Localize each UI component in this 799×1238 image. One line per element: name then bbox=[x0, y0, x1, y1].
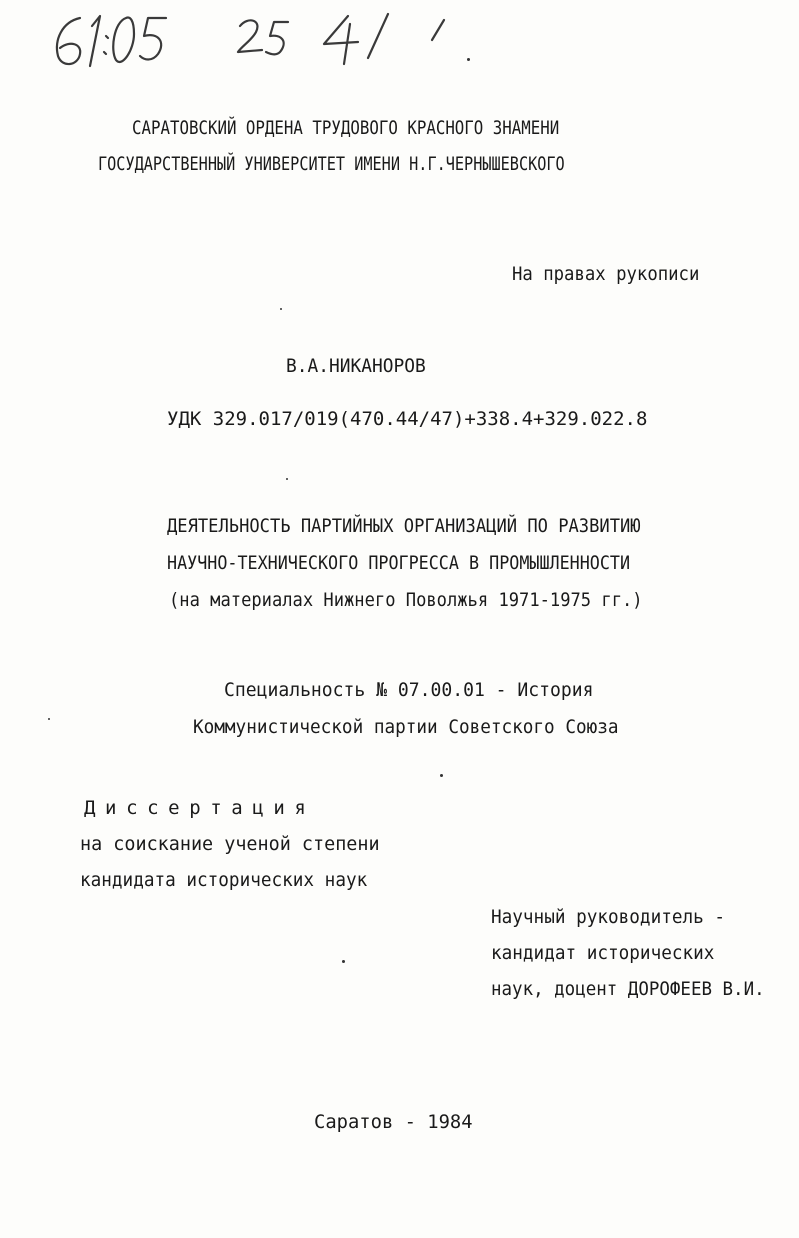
title-line-1: ДЕЯТЕЛЬНОСТЬ ПАРТИЙНЫХ ОРГАНИЗАЦИЙ ПО РАЗВИТИЮ bbox=[167, 515, 641, 537]
place-and-year: Саратов - 1984 bbox=[314, 1111, 473, 1133]
paper-speck bbox=[48, 718, 50, 720]
specialty-line-2: Коммунистической партии Советского Союза bbox=[193, 716, 619, 738]
institution-line-1: САРАТОВСКИЙ ОРДЕНА ТРУДОВОГО КРАСНОГО ЗНАМЕНИ bbox=[132, 117, 560, 139]
supervisor-line-1: Научный руководитель - bbox=[491, 906, 726, 928]
degree-line-3: кандидата исторических наук bbox=[80, 869, 368, 891]
degree-heading: Диссертация bbox=[84, 797, 316, 819]
paper-speck bbox=[342, 960, 345, 963]
paper-speck bbox=[440, 774, 443, 777]
paper-speck bbox=[467, 58, 470, 61]
specialty-line-1: Специальность № 07.00.01 - История bbox=[224, 679, 594, 701]
supervisor-line-2: кандидат исторических bbox=[491, 942, 715, 964]
title-line-2: НАУЧНО-ТЕХНИЧЕСКОГО ПРОГРЕССА В ПРОМЫШЛЕННОСТИ bbox=[167, 552, 631, 574]
handwritten-archive-mark bbox=[48, 10, 468, 72]
institution-line-2: ГОСУДАРСТВЕННЫЙ УНИВЕРСИТЕТ ИМЕНИ Н.Г.ЧЕРНЫШЕВСКОГО bbox=[98, 153, 565, 175]
udc-code: УДК 329.017/019(470.44/47)+338.4+329.022.8 bbox=[167, 408, 648, 430]
paper-speck bbox=[286, 478, 288, 480]
supervisor-line-3: наук, доцент ДОРОФЕЕВ В.И. bbox=[491, 978, 765, 1000]
degree-line-2: на соискание ученой степени bbox=[80, 833, 380, 855]
title-line-3: (на материалах Нижнего Поволжья 1971-1975 гг.) bbox=[169, 589, 643, 611]
paper-speck bbox=[280, 308, 282, 310]
manuscript-note: На правах рукописи bbox=[512, 263, 700, 285]
author-name: В.А.НИКАНОРОВ bbox=[286, 355, 426, 377]
